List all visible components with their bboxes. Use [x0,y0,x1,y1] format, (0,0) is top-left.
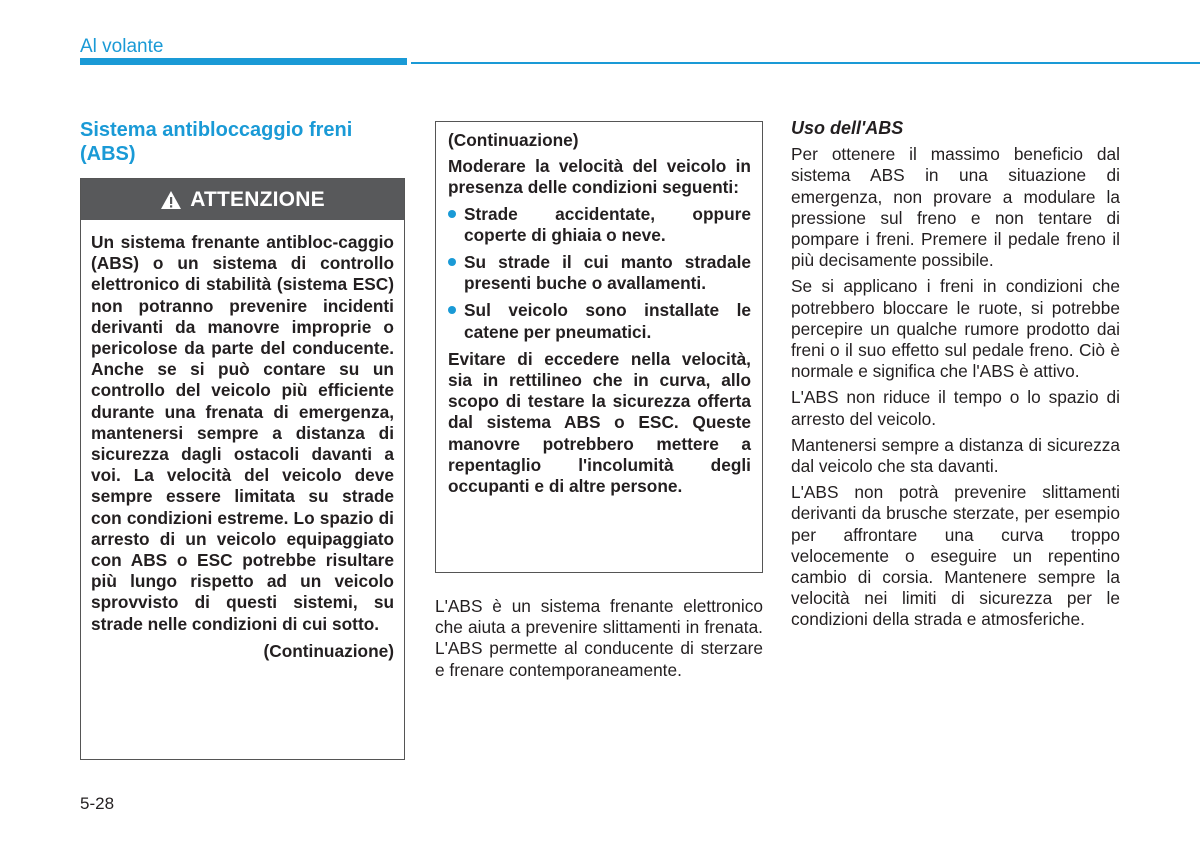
list-item: Sul veicolo sono installate le catene per pneumatici. [448,300,751,342]
usage-paragraph: Mantenersi sempre a distanza di sicurezza dal veicolo che sta davanti. [791,434,1120,477]
condition-list [448,204,751,343]
usage-section [791,118,1120,636]
header-rule-thin [411,62,1200,64]
warning-text: Un sistema frenante antibloc-caggio (ABS) o un sistema di controllo elettronico di stabilità (sistema ESC) non potranno prevenire incidenti derivanti da manovre improprie o pericolose da parte del conducente. Anche se si può contare su un controllo del veicolo più efficiente durante una frenata di emergenza, mantenersi sempre a distanza di sicurezza dagli ostacoli davanti a voi. La velocità del veicolo deve sempre essere limitata su strade con condizioni estreme. Lo spazio di arresto di un veicolo equipaggiato con ABS o ESC potrebbe risultare più lungo rispetto ad un veicolo sprovvisto di questi sistemi, su strade nelle condizioni di cui sotto. [91,232,394,634]
bullet-icon [448,306,456,314]
continuation-box [435,121,763,573]
continuation-closing: Evitare di eccedere nella velocità, sia in rettilineo che in curva, allo scopo di testare la sicurezza offerta dal sistema ABS o ESC. Queste manovre potrebbero mettere a repentaglio l'incolumità degli occupanti e di altre persone. [448,348,751,497]
usage-paragraph: Per ottenere il massimo beneficio dal sistema ABS in una situazione di emergenza, non provare a modulare la pressione sul freno e non tentare di pompare i freni. Premere il pedale freno il più decisamente possibile. [791,144,1120,271]
usage-paragraph: Se si applicano i freni in condizioni che potrebbero bloccare le ruote, si potrebbe percepire un qualche rumore prodotto dai freni o il suo effetto sul pedale freno. Ciò è normale e significa che l'ABS è attivo. [791,276,1120,382]
warning-header [81,179,404,220]
warning-triangle-icon [160,190,182,210]
warning-box [80,178,405,760]
usage-title: Uso dell'ABS [791,118,904,138]
bullet-icon [448,258,456,266]
bullet-icon [448,210,456,218]
section-title: Sistema antibloccaggio freni (ABS) [80,119,353,165]
continuation-heading: (Continuazione) [448,130,579,150]
page-number: 5-28 [80,794,115,813]
usage-paragraph: L'ABS non potrà prevenire slittamenti derivanti da brusche sterzate, per esempio per affrontare una curva troppo velocemente o eseguire un repentino cambio di corsia. Mantenere sempre la velocità nei limiti di sicurezza per le condizioni della strada e atmosferiche. [791,482,1120,630]
usage-paragraph: L'ABS non riduce il tempo o lo spazio di arresto del veicolo. [791,387,1120,429]
warning-continued: (Continuazione) [263,640,394,661]
list-item: Su strade il cui manto stradale presenti buche o avallamenti. [448,252,751,294]
continuation-intro: Moderare la velocità del veicolo in presenza delle condizioni seguenti: [448,156,751,198]
section-header-label: Al volante [80,36,164,57]
list-item: Strade accidentate, oppure coperte di ghiaia o neve. [448,204,751,246]
abs-intro-paragraph: L'ABS è un sistema frenante elettronico che aiuta a prevenire slittamenti in frenata. L'ABS permette al conducente di sterzare e frenare contemporaneamente. [435,596,763,680]
warning-body [81,220,404,662]
header-rule-thick [80,58,407,65]
warning-heading: ATTENZIONE [190,187,325,211]
